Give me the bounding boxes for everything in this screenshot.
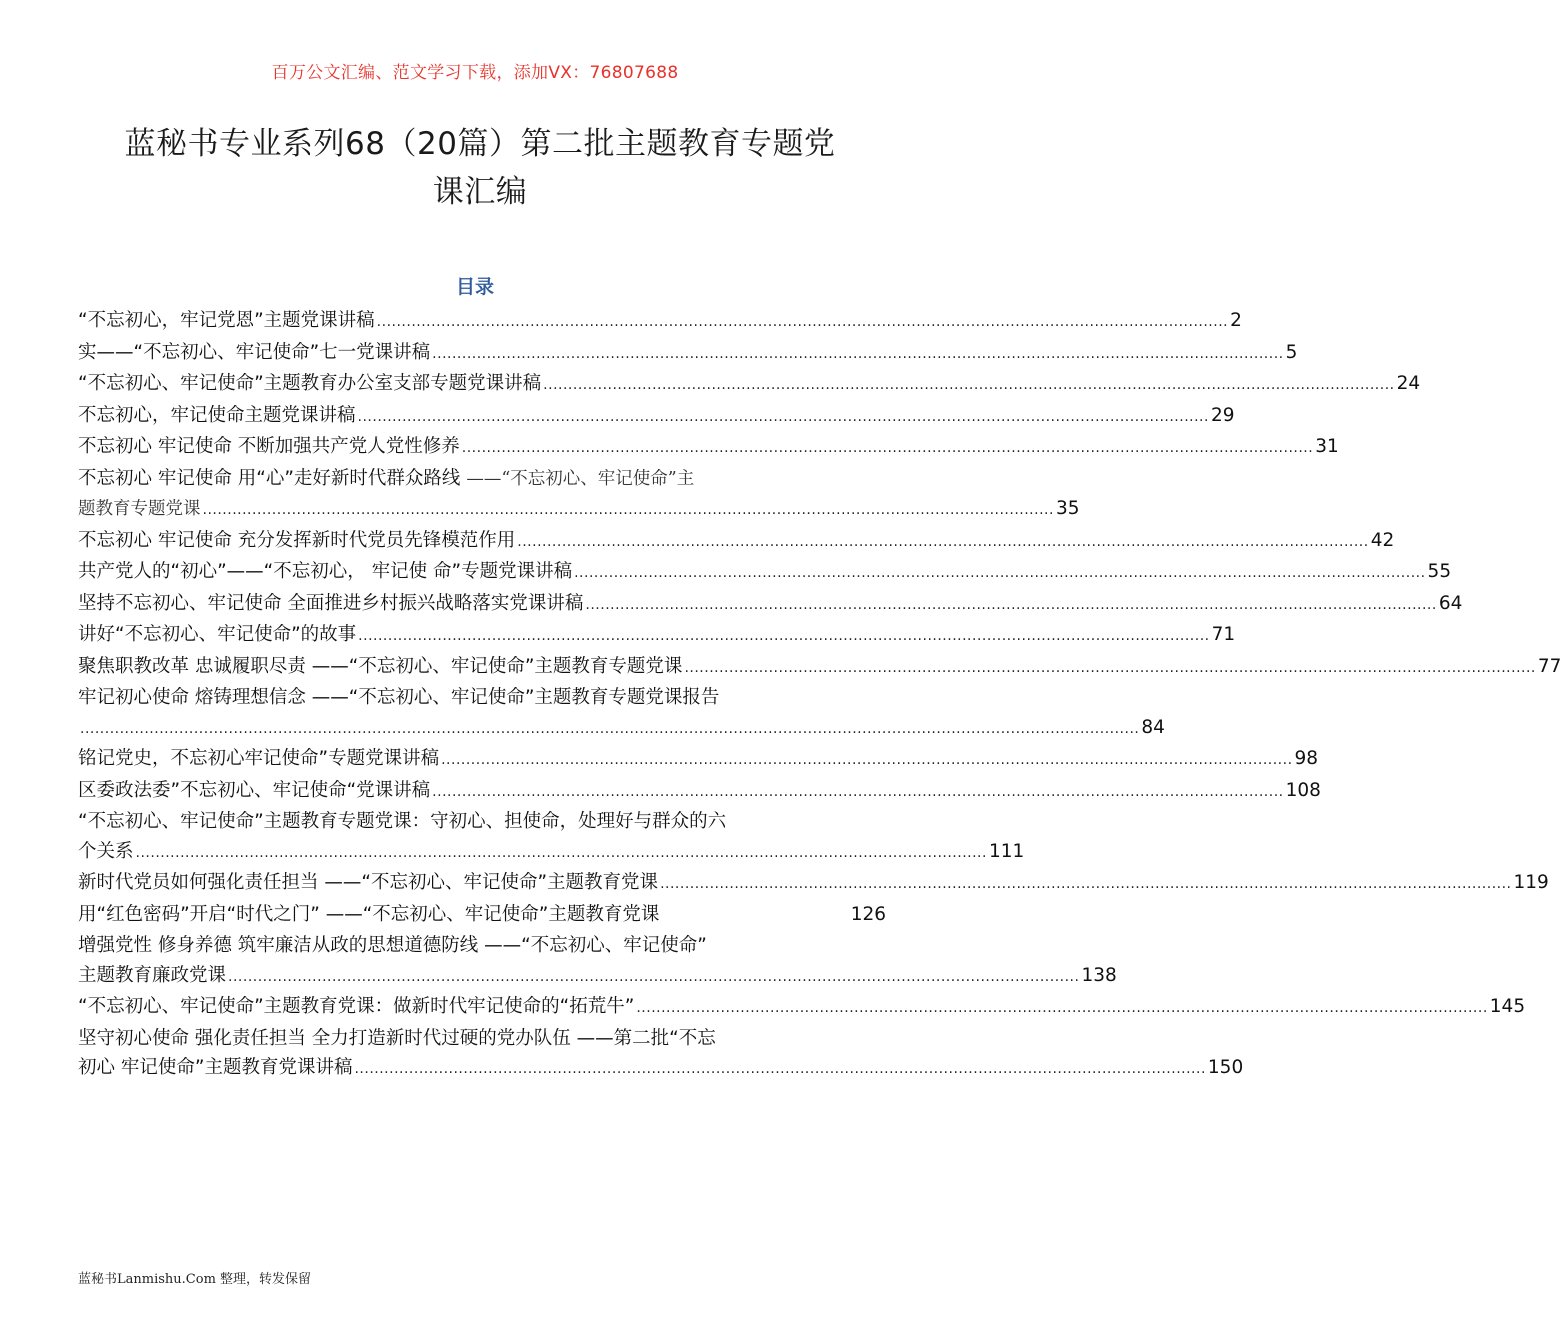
toc-entry-page: 84 (1141, 716, 1165, 738)
toc-entry[interactable] (78, 900, 886, 932)
toc-entry-title: 用“红色密码”开启“时代之门” ——“不忘初心、牢记使命”主题教育党课 (78, 903, 660, 925)
leader-dots: ............................................................................................................................................................................ (517, 533, 1369, 550)
toc-entry[interactable] (78, 992, 1526, 1024)
toc-entry-title-part: 不忘初心 牢记使命 用“心”走好新时代群众路线 (78, 467, 467, 489)
leader-dots: ............................................................................................................................................................................ (432, 345, 1284, 362)
toc-entry-title: 不忘初心 牢记使命 不断加强共产党人党性修养 (78, 436, 460, 457)
toc-entry-title: 增强党性 修身养德 筑牢廉洁从政的思想道德防线 ——“不忘初心、牢记使命” (78, 935, 707, 956)
document-title (70, 120, 890, 216)
toc-entry[interactable] (78, 526, 1395, 558)
toc-entry-title: 新时代党员如何强化责任担当 ——“不忘初心、牢记使命”主题教育党课 (78, 872, 659, 893)
toc-entry-page: 77 (1537, 655, 1561, 677)
toc-entry-page: 42 (1370, 529, 1395, 551)
toc-entry-page: 24 (1396, 373, 1421, 394)
leader-dots: ............................................................................................................................................................................ (228, 968, 1080, 985)
toc-entry-title: “不忘初心、牢记使命”主题教育专题党课：守初心、担使命，处理好与群众的六 (78, 811, 727, 832)
toc-entry-title: 讲好“不忘初心、牢记使命”的故事 (78, 624, 357, 645)
toc-entry-title-cont: 初心 牢记使命”主题教育党课讲稿 (78, 1057, 353, 1078)
leader-dots: ............................................................................................................................................................................ (660, 876, 1512, 892)
toc-entry-title-cont: 题教育专题党课 (78, 499, 201, 519)
toc-entry[interactable] (78, 776, 1321, 808)
toc-entry-title: 聚焦职教改革 忠诚履职尽责 ——“不忘初心、牢记使命”主题教育专题党课 (78, 655, 683, 677)
toc-entry-page: 98 (1294, 748, 1319, 769)
toc-entry-page: 29 (1210, 404, 1235, 426)
leader-dots: ............................................................................................................................................................................ (358, 628, 1210, 644)
toc-entry-title: 区委政法委”不忘初心、牢记使命“党课讲稿 (78, 779, 431, 801)
toc-entry[interactable] (78, 868, 1549, 900)
leader-dots: ............................................................................................................................................................................ (135, 844, 987, 861)
toc-entry-page: 64 (1438, 592, 1463, 614)
toc-entry-page: 150 (1207, 1057, 1244, 1078)
toc-entry[interactable] (78, 557, 1452, 589)
toc-entry-page: 71 (1211, 624, 1236, 645)
toc-entry-title-cont: 个关系 (78, 840, 134, 862)
toc-entry[interactable] (78, 338, 1298, 370)
leader-dots: ............................................................................................................................................................................ (441, 752, 1293, 768)
toc-entry-page: 2 (1230, 310, 1242, 331)
toc-entry[interactable] (78, 464, 1080, 526)
toc-entry[interactable] (78, 306, 1242, 338)
leader-dots: ............................................................................................................................................................................ (684, 659, 1536, 676)
toc-entry[interactable] (78, 401, 1235, 433)
title-line-1: 蓝秘书专业系列68（20篇）第二批主题教育专题党 (124, 126, 836, 162)
toc-entry-page: 145 (1489, 996, 1526, 1017)
leader-dots: ...................................................................................................................................................................................................................... (80, 720, 1140, 737)
toc-entry-page: 138 (1081, 964, 1117, 986)
leader-dots: ............................................................................................................................................................................ (543, 377, 1395, 393)
toc-entry[interactable] (78, 589, 1463, 621)
toc-entry-title: “不忘初心、牢记使命”主题教育党课：做新时代牢记使命的“拓荒牛” (78, 996, 635, 1017)
leader-dots: ............................................................................................................................................................................ (202, 502, 1054, 518)
toc-entry[interactable] (78, 369, 1421, 401)
toc-entry-title: 不忘初心 牢记使命 充分发挥新时代党员先锋模范作用 (78, 529, 516, 551)
toc-entry[interactable] (78, 683, 1165, 744)
toc-entry-title: “不忘初心，牢记党恩”主题党课讲稿 (78, 310, 375, 331)
toc-entry-title: “不忘初心、牢记使命”主题教育办公室支部专题党课讲稿 (78, 373, 542, 394)
toc-entry-title: 铭记党史，不忘初心牢记使命”专题党课讲稿 (78, 748, 440, 769)
toc-entry-page: 119 (1513, 872, 1549, 893)
toc-entry[interactable] (78, 652, 1561, 684)
leader-dots: ............................................................................................................................................................................ (461, 440, 1314, 456)
leader-dots (663, 902, 846, 932)
toc-entry-title: 牢记初心使命 熔铸理想信念 ——“不忘初心、牢记使命”主题教育专题党课报告 (78, 687, 720, 708)
footer-note: 蓝秘书Lanmishu.Com 整理，转发保留 (78, 1272, 312, 1287)
leader-dots: ............................................................................................................................................................................ (376, 314, 1229, 330)
toc-entry-title: 共产党人的“初心”——“不忘初心， 牢记使 命”专题党课讲稿 (78, 561, 573, 582)
toc-heading: 目录 (455, 276, 494, 298)
toc-entry-title-cont: 主题教育廉政党课 (78, 964, 227, 986)
table-of-contents (78, 306, 1561, 1085)
toc-entry[interactable] (78, 1024, 1244, 1085)
toc-entry-page: 126 (850, 903, 886, 925)
toc-entry-title: 不忘初心，牢记使命主题党课讲稿 (78, 404, 356, 426)
toc-entry[interactable] (78, 807, 1025, 868)
toc-entry[interactable] (78, 744, 1319, 776)
leader-dots: ............................................................................................................................................................................ (585, 596, 1437, 613)
toc-entry-page: 31 (1315, 436, 1339, 457)
leader-dots: ............................................................................................................................................................................ (357, 408, 1209, 425)
toc-entry[interactable] (78, 931, 1117, 992)
toc-entry-title-part: ——“不忘初心、牢记使命”主 (466, 468, 695, 489)
toc-entry-title: 实——“不忘初心、牢记使命”七一党课讲稿 (78, 341, 431, 363)
toc-entry-page: 111 (988, 840, 1025, 862)
leader-dots: ............................................................................................................................................................................ (636, 1000, 1488, 1016)
toc-entry-title: 坚持不忘初心、牢记使命 全面推进乡村振兴战略落实党课讲稿 (78, 592, 584, 614)
toc-entry[interactable] (78, 432, 1339, 464)
toc-entry-page: 35 (1055, 498, 1080, 519)
toc-entry-page: 108 (1285, 779, 1321, 801)
title-line-2: 课汇编 (432, 174, 528, 210)
toc-entry-title: 坚守初心使命 强化责任担当 全力打造新时代过硬的党办队伍 ——第二批“不忘 (78, 1027, 716, 1049)
leader-dots: ............................................................................................................................................................................ (354, 1061, 1206, 1077)
leader-dots: ............................................................................................................................................................................ (574, 565, 1426, 581)
toc-entry[interactable] (78, 620, 1236, 652)
header-ad-text: 百万公文汇编、范文学习下载，添加VX：76807688 (271, 63, 679, 83)
leader-dots: ............................................................................................................................................................................ (432, 783, 1284, 800)
toc-entry-page: 5 (1285, 341, 1298, 363)
toc-entry-page: 55 (1427, 561, 1452, 582)
